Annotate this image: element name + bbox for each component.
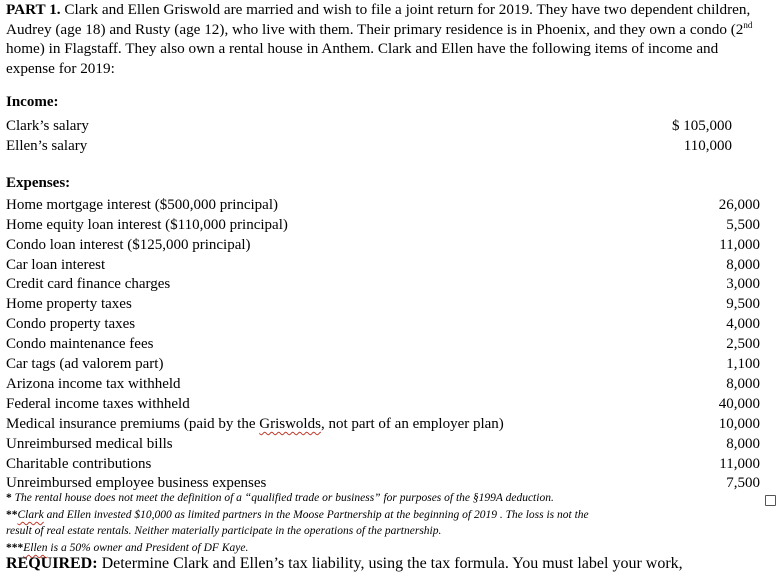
spellcheck-word[interactable]: Griswolds xyxy=(259,416,321,432)
income-amount: $ 105,000 xyxy=(672,118,732,134)
intro-text-a: Clark and Ellen Griswold are married and wish to file a joint return for 2019. They have two dependent children, Audrey (age 18) and Rusty (age 12), who live with them. Their primary residence is in Phoenix, and they own a condo (2 xyxy=(6,1,751,38)
expense-amount: 1,100 xyxy=(726,356,760,372)
expense-row xyxy=(6,434,760,454)
expense-row xyxy=(6,454,760,474)
footnote-2-continued: result of real estate rentals. Neither materially participate in the operations of the partnership. xyxy=(6,525,442,537)
expense-amount: 5,500 xyxy=(726,217,760,233)
expense-label: Condo property taxes xyxy=(6,316,136,332)
expense-amount: 26,000 xyxy=(718,197,760,213)
expense-amount: 11,000 xyxy=(719,456,760,472)
expense-label: Federal income taxes withheld xyxy=(6,396,190,412)
expense-row xyxy=(6,294,760,314)
expenses-heading: Expenses: xyxy=(6,175,71,191)
expense-amount: 4,000 xyxy=(726,316,760,332)
footnote-2 xyxy=(6,507,746,524)
expense-amount: 8,000 xyxy=(726,376,760,392)
expense-amount: 9,500 xyxy=(726,296,760,312)
expense-amount: 8,000 xyxy=(726,257,760,273)
expense-label: Condo maintenance fees xyxy=(6,336,154,352)
expense-row xyxy=(6,394,760,414)
expense-label: Credit card finance charges xyxy=(6,276,171,292)
expense-amount: 3,000 xyxy=(726,276,760,292)
expense-row xyxy=(6,235,760,255)
expense-label: Arizona income tax withheld xyxy=(6,376,181,392)
footnote-text: and Ellen invested $10,000 as limited partners in the Moose Partnership at the beginning of 2019 . The loss is not the xyxy=(43,509,589,521)
income-row xyxy=(6,136,760,156)
required-label: REQUIRED: xyxy=(6,555,98,572)
footnote-mark: ** xyxy=(6,509,18,521)
expense-row xyxy=(6,354,760,374)
expense-amount: 40,000 xyxy=(718,396,760,412)
income-row xyxy=(6,116,760,136)
expense-row xyxy=(6,314,760,334)
footnote-mark: * xyxy=(6,492,12,504)
expense-label: Condo loan interest ($125,000 principal) xyxy=(6,237,251,253)
expense-row xyxy=(6,215,760,235)
expense-label: Car loan interest xyxy=(6,257,106,273)
intro-superscript: nd xyxy=(743,19,753,30)
expense-label: Charitable contributions xyxy=(6,456,152,472)
footnote-text: The rental house does not meet the definition of a “qualified trade or business” for purposes of the §199A deduction. xyxy=(11,492,554,504)
footnote-mark: *** xyxy=(6,542,24,554)
expense-row xyxy=(6,414,760,434)
expense-label: Unreimbursed employee business expenses xyxy=(6,475,267,491)
expense-label: Home mortgage interest ($500,000 principal) xyxy=(6,197,279,213)
footnote-text: is a 50% owner and President of DF Kaye. xyxy=(47,542,249,554)
income-heading: Income: xyxy=(6,94,59,110)
part-label: PART 1. xyxy=(6,1,61,18)
expense-label: Home equity loan interest ($110,000 principal) xyxy=(6,217,288,233)
intro-paragraph xyxy=(6,0,766,78)
required-text: Determine Clark and Ellen’s tax liability, using the tax formula. You must label your work, xyxy=(97,555,683,572)
spellcheck-word[interactable]: Clark xyxy=(17,509,44,521)
income-label: Clark’s salary xyxy=(6,118,89,134)
expense-row xyxy=(6,374,760,394)
intro-text-b: home) in Flagstaff. They also own a rental house in Anthem. Clark and Ellen have the following items of income and expense for 2019: xyxy=(6,40,719,77)
expense-row xyxy=(6,195,760,215)
expense-label: Home property taxes xyxy=(6,296,132,312)
expense-amount: 7,500 xyxy=(726,475,760,491)
expense-label-part: Medical insurance premiums (paid by the xyxy=(6,416,260,432)
expense-row xyxy=(6,274,760,294)
expense-row xyxy=(6,255,760,275)
expense-amount: 10,000 xyxy=(718,416,760,432)
footnote-1 xyxy=(6,490,746,507)
required-line xyxy=(6,554,683,574)
expense-amount: 11,000 xyxy=(719,237,760,253)
income-label: Ellen’s salary xyxy=(6,138,88,154)
expense-label-part: , not part of an employer plan) xyxy=(320,416,504,432)
expense-row xyxy=(6,334,760,354)
expense-label: Car tags (ad valorem part) xyxy=(6,356,164,372)
expense-amount: 2,500 xyxy=(726,336,760,352)
expense-amount: 8,000 xyxy=(726,436,760,452)
expense-label xyxy=(6,414,504,434)
expense-label: Unreimbursed medical bills xyxy=(6,436,173,452)
income-amount: 110,000 xyxy=(683,138,732,154)
spellcheck-word[interactable]: Ellen xyxy=(23,542,48,554)
checkbox-icon[interactable] xyxy=(765,495,776,506)
